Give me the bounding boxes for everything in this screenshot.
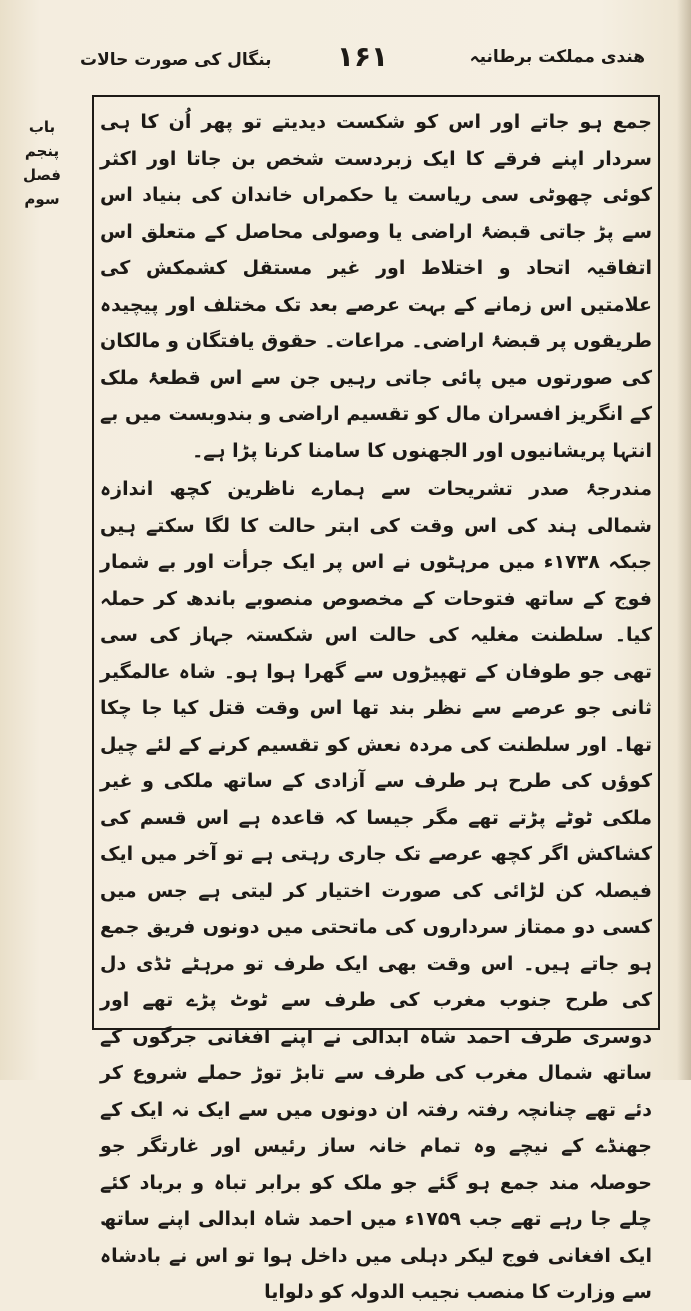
page-fold-shadow — [677, 0, 691, 1080]
running-header — [70, 40, 655, 84]
margin-note — [10, 115, 74, 211]
header-book-title: هندی مملکت برطانیہ — [469, 47, 645, 67]
body-text — [100, 104, 652, 1311]
header-chapter-title: بنگال کی صورت حالات — [80, 50, 272, 70]
paragraph: جمع ہو جاتے اور اس کو شکست دیدیتے تو پھر اُن کا ہی سردار اپنے فرقے کا ایک زبردست شخص بن جاتا اور اکثر کوئی چھوٹی سی ریاست یا حکمراں خاندان کی بنیاد اس سے پڑ جاتی قبضۂ اراضی یا وصولی محاصل کے متعلق اس اتفاقیہ اتحاد و اختلاط اور غیر مستقل کشمکش کی علامتیں اس زمانے کے بہت عرصے بعد تک مختلف اور پیچیدہ طریقوں پر قبضۂ اراضی۔ مراعات۔ حقوق یافتگان و مالکان کی صورتوں میں پائی جاتی رہیں جن سے اس قطعۂ ملک کے انگریز افسران مال کو تقسیم اراضی و بندوبست میں بے انتہا پریشانیوں اور الجھنوں کا سامنا کرنا پڑا ہے۔ — [100, 111, 652, 462]
paragraph: مندرجۂ صدر تشریحات سے ہمارے ناظرین کچھ اندازہ شمالی ہند کی اس وقت کی ابتر حالت کا لگا سکتے ہیں جبکہ ۱۷۳۸ء میں مرہٹوں نے اس پر ایک جرأت اور بے شمار فوج کے ساتھ فتوحات کے مخصوص منصوبے باندھ کر حملہ کیا۔ سلطنت مغلیہ کی حالت اس شکستہ جہاز کی سی تھی جو طوفان کے تھپیڑوں سے گھرا ہوا ہو۔ شاہ عالمگیر ثانی جو عرصے سے نظر بند تھا اس وقت قتل کیا جا چکا تھا۔ اور سلطنت کی مردہ نعش کو تقسیم کرنے کے لئے چیل کوؤں کی طرح ہر طرف سے آزادی کے ساتھ ملکی و غیر ملکی ٹوٹے پڑتے تھے مگر جیسا کہ قاعدہ ہے اس قسم کی کشاکش اگر کچھ عرصے تک جاری رہتی ہے تو آخر میں ایک فیصلہ کن لڑائی کی صورت اختیار کر لیتی ہے جس میں کسی دو ممتاز سرداروں کی ماتحتی میں دونوں فریق جمع ہو جاتے ہیں۔ اس وقت بھی ایک طرف تو مرہٹے ٹڈی دل کی طرح جنوب مغرب کی طرف سے ٹوٹ پڑے تھے اور دوسری طرف احمد شاہ ابدالی نے اپنے افغانی جرگوں کے ساتھ شمال مغرب کی طرف سے تابڑ توڑ حملے شروع کر دئے تھے چنانچہ رفتہ رفتہ ان دونوں میں سے ایک نہ ایک کے جھنڈے کے نیچے وہ تمام خانہ ساز رئیس اور غارتگر جو حوصلہ مند جمع ہو گئے جو ملک کو برابر تباہ و برباد کئے چلے جا رہے تھے جب ۱۷۵۹ء میں احمد شاہ ابدالی اپنے ساتھ ایک افغانی فوج لیکر دہلی میں داخل ہوا تو اس نے بادشاہ سے وزارت کا منصب نجیب الدولہ کو دلوایا — [100, 478, 652, 1303]
margin-note-chapter: باب پنجم — [24, 118, 60, 160]
page-number: ۱۶۱ — [336, 40, 389, 73]
margin-note-section: فصل سوم — [23, 166, 61, 208]
